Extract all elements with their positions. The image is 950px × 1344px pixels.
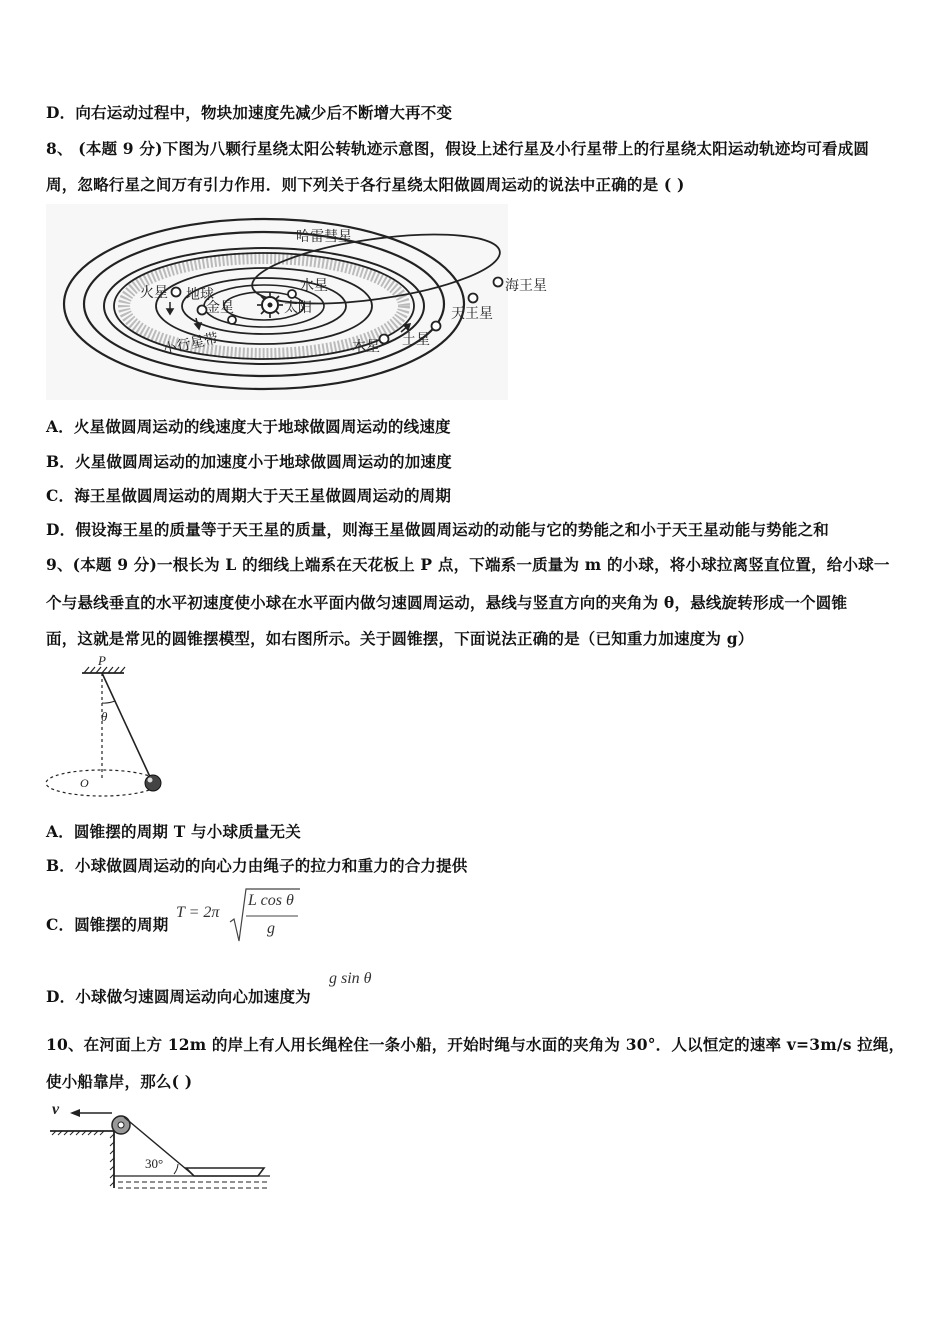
conical-pendulum-figure xyxy=(44,655,172,800)
circular-path xyxy=(46,770,158,796)
q9-option-d: D．小球做匀速圆周运动向心加速度为 xyxy=(46,987,311,1006)
q10-stem-line1: 10、在河面上方 12m 的岸上有人用长绳栓住一条小船，开始时绳与水面的夹角为 30°．人以恒定的速率 v=3m/s 拉绳， xyxy=(46,1035,905,1054)
q9-option-a: A．圆锥摆的周期 T 与小球质量无关 xyxy=(46,822,301,841)
formula-lhs: T = 2π xyxy=(176,904,220,921)
label-halley-comet: 哈雷彗星 xyxy=(296,230,352,245)
conical-pendulum-diagram xyxy=(44,655,172,800)
label-velocity: v xyxy=(52,1101,60,1118)
label-sun: 太阳 xyxy=(284,301,312,316)
ball-highlight xyxy=(148,778,153,783)
q8-option-c: C．海王星做圆周运动的周期大于天王星做圆周运动的周期 xyxy=(46,486,452,505)
boat-rope-diagram xyxy=(46,1098,274,1194)
label-mars: 火星 xyxy=(140,286,168,301)
boat-rope-figure xyxy=(46,1098,274,1194)
label-angle-theta: θ xyxy=(101,709,108,724)
angle-arc xyxy=(102,701,115,703)
acceleration-formula: g sin θ xyxy=(329,970,372,987)
q8-stem-line2: 周，忽略行星之间万有引力作用．则下列关于各行星绕太阳做圆周运动的说法中正确的是 ( ) xyxy=(46,175,685,194)
q8-stem-line1: 8、 (本题 9 分)下图为八颗行星绕太阳公转轨迹示意图，假设上述行星及小行星带上的行星绕太阳运动轨迹均可看成圆 xyxy=(46,139,870,158)
label-mercury: 水星 xyxy=(300,279,328,294)
q9-option-c: C．圆锥摆的周期 xyxy=(46,915,169,934)
label-venus: 金星 xyxy=(206,301,234,316)
label-center-o: O xyxy=(80,776,89,790)
period-formula xyxy=(176,886,306,944)
q9-stem-line2: 个与悬线垂直的水平初速度使小球在水平面内做匀速圆周运动，悬线与竖直方向的夹角为 θ，悬线旋转形成一个圆锥 xyxy=(46,593,848,612)
saturn-marker xyxy=(432,322,441,331)
formula-denominator: g xyxy=(267,920,275,937)
label-neptune: 海王星 xyxy=(505,279,547,294)
pendulum-ball xyxy=(145,775,161,791)
label-angle-30: 30° xyxy=(145,1156,164,1171)
label-point-p: P xyxy=(98,653,106,668)
mercury-marker xyxy=(288,290,296,298)
jupiter-marker xyxy=(380,335,389,344)
q9-stem-line1: 9、(本题 9 分)一根长为 L 的细线上端系在天花板上 P 点，下端系一质量为 m 的小球，将小球拉离竖直位置，给小球一 xyxy=(46,555,890,574)
boat xyxy=(186,1168,264,1176)
solar-system-figure xyxy=(46,204,547,400)
formula-numerator: L cos θ xyxy=(248,892,294,909)
label-uranus: 天王星 xyxy=(451,307,493,322)
uranus-marker xyxy=(469,294,478,303)
q9-stem-line3: 面，这就是常见的圆锥摆模型，如右图所示。关于圆锥摆，下面说法正确的是（已知重力加速度为 g） xyxy=(46,629,754,648)
solar-system-diagram xyxy=(46,204,547,400)
q9-option-b: B．小球做圆周运动的向心力由绳子的拉力和重力的合力提供 xyxy=(46,856,468,875)
q10-stem-line2: 使小船靠岸，那么( ) xyxy=(46,1072,193,1091)
pulley-axle xyxy=(118,1122,124,1128)
angle-arc-30 xyxy=(174,1164,178,1174)
q8-option-a: A．火星做圆周运动的线速度大于地球做圆周运动的线速度 xyxy=(46,417,451,436)
q8-option-b: B．火星做圆周运动的加速度小于地球做圆周运动的加速度 xyxy=(46,452,452,471)
q7-option-d: D．向右运动过程中，物块加速度先减少后不断增大再不变 xyxy=(46,103,453,122)
label-jupiter: 木星 xyxy=(352,340,380,355)
neptune-marker xyxy=(494,278,503,287)
label-asteroid-belt: 小行星带 xyxy=(161,331,220,358)
mars-marker xyxy=(172,288,181,297)
venus-marker xyxy=(228,316,236,324)
label-saturn: 土星 xyxy=(402,333,430,348)
label-earth: 地球 xyxy=(186,288,214,303)
q8-option-d: D．假设海王星的质量等于天王星的质量，则海王星做圆周运动的动能与它的势能之和小于天王星动能与势能之和 xyxy=(46,520,829,539)
velocity-arrowhead xyxy=(70,1109,80,1117)
pendulum-string xyxy=(102,673,151,779)
